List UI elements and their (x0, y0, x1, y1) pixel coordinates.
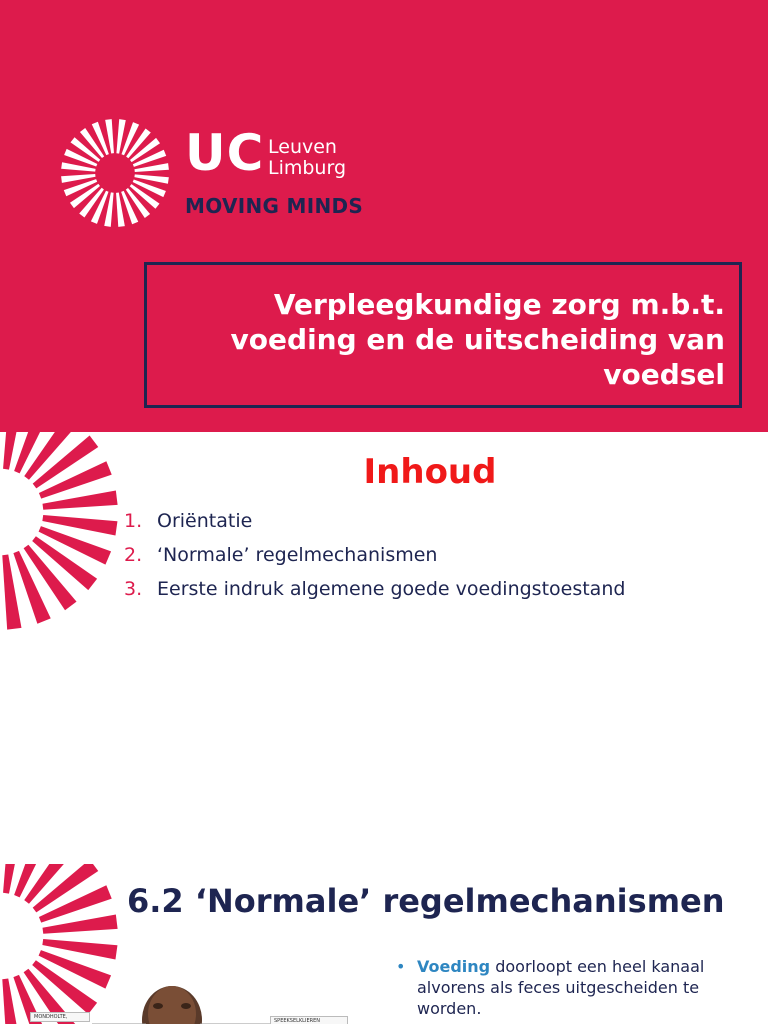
bullet-rest: doorloopt een heel kanaal alvorens als feces uitgescheiden te worden. (417, 957, 705, 1018)
logo-university-name (268, 137, 346, 179)
list-item-number: 3. (124, 578, 143, 600)
title-line-3: voedsel (603, 358, 725, 391)
title-box (144, 262, 742, 408)
contents-list (124, 504, 625, 606)
sunburst-logo-icon (60, 118, 170, 228)
list-item-number: 1. (124, 510, 143, 532)
list-item (124, 504, 625, 538)
contents-slide (0, 432, 768, 864)
list-item-label: Oriëntatie (157, 510, 253, 532)
illustration-label-right: SPEEKSELKLIEREN (270, 1016, 348, 1024)
illustration-label-left: MONDHOLTE, (30, 1012, 90, 1022)
logo-tagline: MOVING MINDS (185, 194, 364, 218)
bullet-marker: • (396, 957, 406, 976)
bullet-point (396, 956, 766, 1019)
logo-line-limburg: Limburg (268, 157, 347, 179)
title-line-2: voeding en de uitscheiding van (230, 323, 725, 356)
list-item-label: Eerste indruk algemene goede voedingstoestand (157, 578, 626, 600)
logo-line-leuven: Leuven (268, 136, 337, 158)
list-item-label: ‘Normale’ regelmechanismen (157, 544, 438, 566)
list-item (124, 538, 625, 572)
bullet-keyword: Voeding (417, 957, 491, 976)
regulation-slide (0, 864, 768, 1024)
bullet-text (417, 956, 766, 1019)
contents-title: Inhoud (363, 452, 497, 492)
slide-title: 6.2 ‘Normale’ regelmechanismen (127, 882, 725, 920)
digestive-illustration (0, 966, 380, 1024)
title-slide (0, 0, 768, 432)
list-item-number: 2. (124, 544, 143, 566)
list-item (124, 572, 625, 606)
title-line-1: Verpleegkundige zorg m.b.t. (273, 288, 725, 321)
logo-uc: UC (185, 124, 265, 182)
